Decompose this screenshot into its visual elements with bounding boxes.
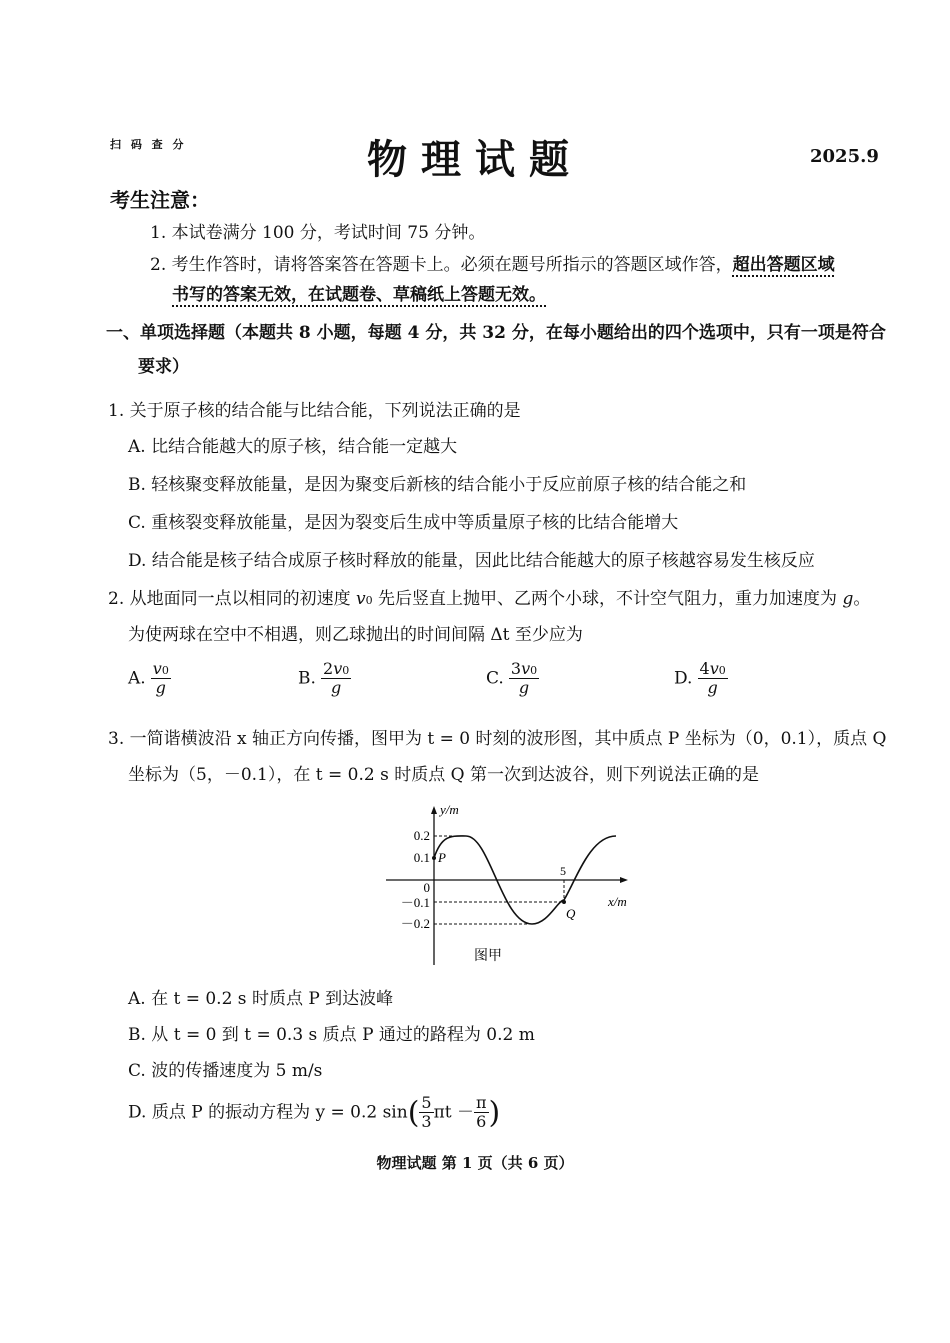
q1-option-b: B. 轻核聚变释放能量，是因为聚变后新核的结合能小于反应前原子核的结合能之和 xyxy=(128,475,747,495)
q3-stem-line2: 坐标为（5，－0.1），在 t = 0.2 s 时质点 Q 第一次到达波谷，则下列说法正确的是 xyxy=(128,765,759,785)
q2-option-b-den: g xyxy=(330,678,342,698)
q3-frac-den-1: 3 xyxy=(421,1112,432,1132)
q2-v0: v xyxy=(356,589,366,609)
q2-option-d-num: v xyxy=(709,659,719,678)
q2-option-b-coef: 2 xyxy=(323,659,334,678)
q2-option-d-label: D. xyxy=(674,668,693,689)
q3-option-a: A. 在 t = 0.2 s 时质点 P 到达波峰 xyxy=(128,989,394,1009)
y-tick-0.1: 0.1 xyxy=(413,850,430,865)
q2-option-a-label: A. xyxy=(128,668,146,689)
notice-item-2 xyxy=(150,250,835,275)
scan-score-label: 扫 码 查 分 xyxy=(110,138,187,151)
point-q-marker xyxy=(562,900,566,904)
q2-option-d-den: g xyxy=(707,678,718,698)
figure-caption: 图甲 xyxy=(474,949,502,964)
q2-option-b-num: v xyxy=(333,659,343,678)
notice-heading: 考生注意： xyxy=(110,188,210,212)
q2-stem-part-c: 。 xyxy=(853,589,871,609)
q3-frac-num-1: 5 xyxy=(421,1093,432,1112)
q3-option-d-mid: πt － xyxy=(433,1102,475,1123)
q1-stem: 1. 关于原子核的结合能与比结合能，下列说法正确的是 xyxy=(108,401,521,421)
y-tick-0.2: 0.2 xyxy=(413,828,430,843)
q2-option-b xyxy=(298,660,351,698)
q1-option-d: D. 结合能是核子结合成原子核时释放的能量，因此比结合能越大的原子核越容易发生核反应 xyxy=(128,551,815,571)
y-axis-arrow xyxy=(431,806,437,814)
q1-option-a: A. 比结合能越大的原子核，结合能一定越大 xyxy=(128,437,458,457)
q2-stem-line2: 为使两球在空中不相遇，则乙球抛出的时间间隔 Δt 至少应为 xyxy=(128,625,583,645)
exam-date: 2025.9 xyxy=(810,146,879,167)
q2-option-a-sub: 0 xyxy=(161,664,169,677)
page-title: 物理试题 xyxy=(367,136,583,183)
q2-option-a-den: g xyxy=(155,678,166,698)
y-tick-neg-0.2: －0.2 xyxy=(400,916,430,931)
q3-frac-5-3 xyxy=(419,1094,433,1132)
q3-option-d-text: D. 质点 P 的振动方程为 y = 0.2 sin xyxy=(128,1102,408,1123)
q2-option-c-coef: 3 xyxy=(510,659,522,678)
q2-option-b-fraction xyxy=(321,660,351,698)
q2-option-c xyxy=(486,660,539,698)
q2-stem xyxy=(108,584,870,609)
q2-stem-part-a: 2. 从地面同一点以相同的初速度 xyxy=(108,589,357,609)
q2-option-a-num: v xyxy=(152,659,162,678)
section-heading: 一、单项选择题（本题共 8 小题，每题 4 分，共 32 分，在每小题给出的四个选项中，只有一项是符合 xyxy=(106,323,886,343)
q2-option-d-fraction xyxy=(698,660,728,698)
q2-option-c-fraction xyxy=(509,660,539,698)
q2-v0-sub: 0 xyxy=(365,594,373,607)
q2-option-c-label: C. xyxy=(486,668,504,689)
point-p-marker xyxy=(432,856,436,860)
q2-option-c-sub: 0 xyxy=(530,664,538,677)
q3-option-d xyxy=(128,1094,500,1132)
y-tick-neg-0.1: －0.1 xyxy=(400,895,430,910)
q3-frac-num-2: π xyxy=(476,1093,487,1112)
q2-option-a xyxy=(128,660,171,698)
q2-option-b-label: B. xyxy=(298,668,316,689)
page-footer: 物理试题 第 1 页（共 6 页） xyxy=(376,1154,574,1172)
q2-option-d-coef: 4 xyxy=(699,659,710,678)
x-tick-5: 5 xyxy=(560,864,566,878)
paren-close: ) xyxy=(488,1095,501,1131)
notice-emphasis-2: 书写的答案无效，在试题卷、草稿纸上答题无效。 xyxy=(172,285,546,305)
y-tick-0: 0 xyxy=(423,880,430,895)
q3-frac-pi-6 xyxy=(474,1094,489,1132)
wave-figure xyxy=(380,800,650,975)
q3-option-c: C. 波的传播速度为 5 m/s xyxy=(128,1061,323,1081)
x-axis-arrow xyxy=(620,877,628,883)
paren-open: ( xyxy=(407,1095,420,1131)
x-axis-label: x/m xyxy=(608,894,627,909)
q2-stem-part-b: 先后竖直上抛甲、乙两个小球，不计空气阻力，重力加速度为 xyxy=(372,589,843,609)
notice-emphasis-1: 超出答题区域 xyxy=(732,255,835,275)
notice-item-2-text: 2. 考生作答时，请将答案答在答题卡上。必须在题号所指示的答题区域作答， xyxy=(150,255,733,275)
q3-frac-den-2: 6 xyxy=(476,1112,487,1132)
q2-g: g xyxy=(842,589,854,609)
q2-option-a-fraction xyxy=(151,660,171,698)
q2-option-c-den: g xyxy=(518,678,530,698)
section-heading-cont: 要求） xyxy=(138,357,189,377)
y-axis-label: y/m xyxy=(440,802,459,817)
q2-option-d xyxy=(674,660,728,698)
notice-item-1: 1. 本试卷满分 100 分，考试时间 75 分钟。 xyxy=(150,223,486,243)
q2-option-d-sub: 0 xyxy=(718,664,726,677)
q3-option-b: B. 从 t = 0 到 t = 0.3 s 质点 P 通过的路程为 0.2 m xyxy=(128,1025,535,1045)
q1-option-c: C. 重核裂变释放能量，是因为裂变后生成中等质量原子核的比结合能增大 xyxy=(128,513,679,533)
q3-stem: 3. 一简谐横波沿 x 轴正方向传播，图甲为 t = 0 时刻的波形图，其中质点 P 坐标为（0，0.1），质点 Q xyxy=(108,729,887,749)
q2-option-c-num: v xyxy=(521,659,531,678)
point-q-label: Q xyxy=(566,906,576,921)
point-p-label: P xyxy=(438,850,446,865)
q2-option-b-sub: 0 xyxy=(342,664,350,677)
